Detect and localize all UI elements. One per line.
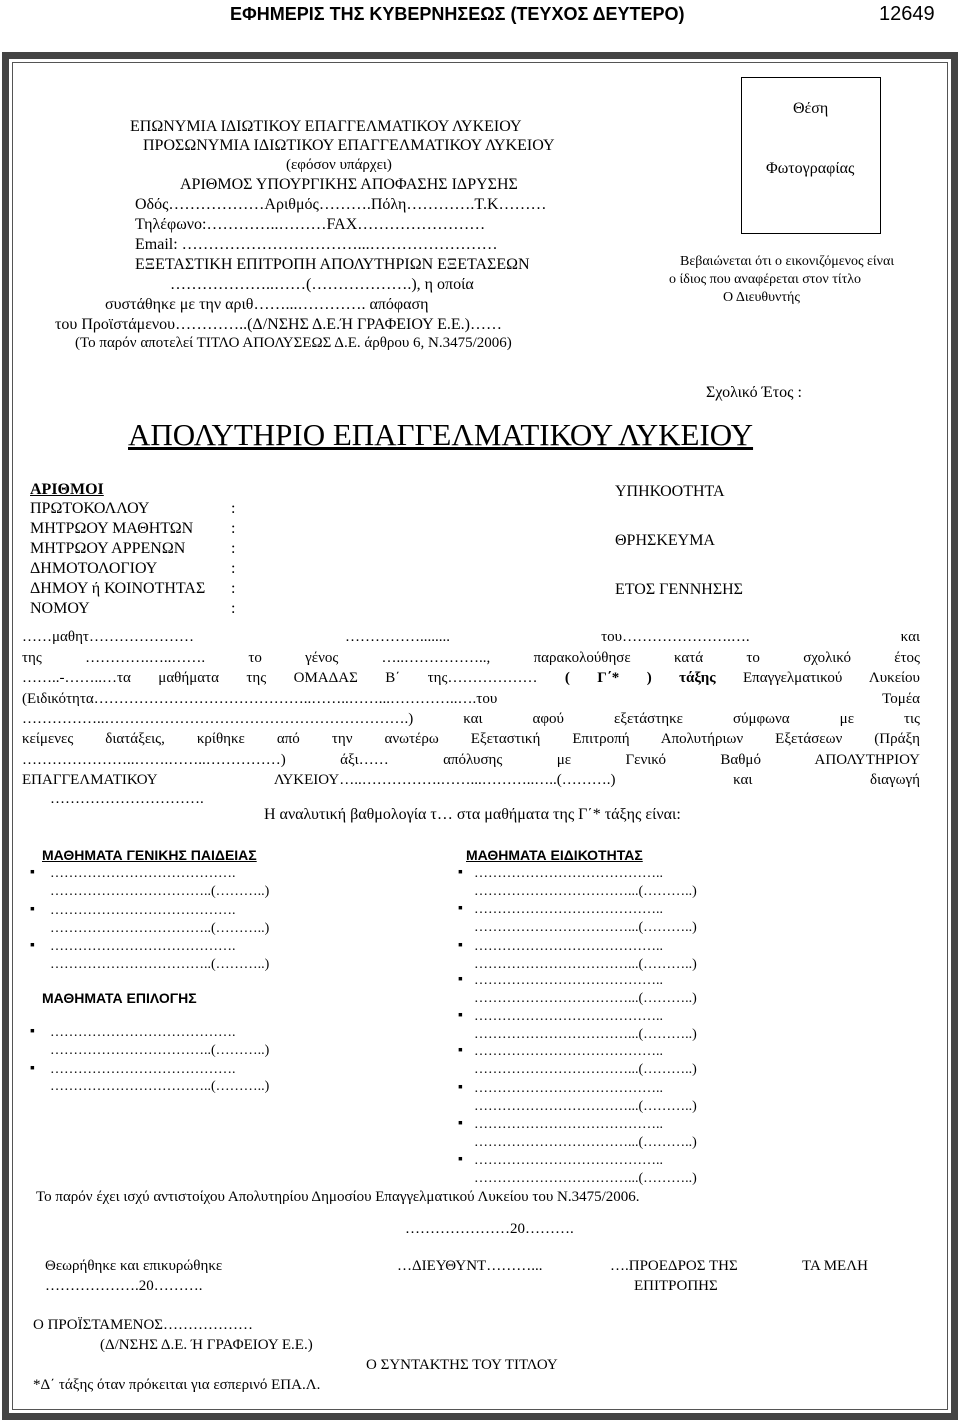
school-name-line: ΕΠΩΝΥΜΙΑ ΙΔΙΩΤΙΚΟΥ ΕΠΑΓΓΕΛΜΑΤΙΚΟΥ ΛΥΚΕΙΟΥ (130, 118, 522, 135)
certificate-title: ΑΠΟΛΥΤΗΡΙΟ ΕΠΑΓΓΕΛΜΑΤΙΚΟΥ ΛΥΚΕΙΟΥ (128, 417, 754, 452)
bullet-icon: ▪ (458, 938, 463, 953)
subject-line: ………………………………….. (474, 866, 663, 881)
subject-line: ………………………………….. (474, 1081, 663, 1096)
address-line: Οδός………………Αριθμός……….Πόλη………….Τ.Κ……… (135, 196, 547, 213)
number-label: ΔΗΜΟΥ ή ΚΟΙΝΟΤΗΤΑΣ (30, 580, 206, 597)
subject-line: ………………………………….. (474, 1044, 663, 1059)
author-signature: Ο ΣΥΝΤΑΚΤΗΣ ΤΟΥ ΤΙΤΛΟΥ (366, 1357, 558, 1373)
bullet-icon: ▪ (458, 1116, 463, 1131)
body-line: ……μαθητ………………… ……………........ του………………….…. και (22, 629, 920, 645)
subject-grade-line: ……………………………..(………..) (50, 1079, 270, 1094)
director-signature: …ΔΙΕΥΘΥΝΤ………... (397, 1258, 543, 1274)
school-year-label: Σχολικό Έτος : (706, 384, 802, 401)
photo-label-line1: Θέση (793, 100, 829, 117)
photo-note-line3: Ο Διευθυντής (723, 290, 800, 305)
chair-signature-line2: ΕΠΙΤΡΟΠΗΣ (634, 1278, 718, 1294)
bullet-icon: ▪ (30, 1024, 35, 1039)
subject-grade-line: ……………………………..(………..) (50, 921, 270, 936)
number-separator: : (231, 500, 236, 517)
subject-line: …………………………………. (50, 939, 236, 954)
bullet-icon: ▪ (458, 1043, 463, 1058)
bullet-icon: ▪ (458, 865, 463, 880)
photo-note-line1: Βεβαιώνεται ότι ο εικονιζόμενος είναι (680, 254, 895, 269)
subject-grade-line: ……………………………...(………..) (474, 1135, 697, 1150)
subject-grade-line: ……………………………..(………..) (50, 1043, 270, 1058)
committee-name-line: ………………..……(……………….), η οποία (170, 276, 474, 293)
body-line: της ………….…..……. το γένος …..…………….., παρακολούθησε κατά το σχολικό έτος (22, 650, 920, 666)
school-alias-note: (εφόσον υπάρχει) (286, 157, 392, 173)
subject-grade-line: ……………………………...(………..) (474, 884, 697, 899)
subject-grade-line: ……………………………...(………..) (474, 1099, 697, 1114)
gazette-title: ΕΦΗΜΕΡΙΣ ΤΗΣ ΚΥΒΕΡΝΗΣΕΩΣ (ΤΕΥΧΟΣ ΔΕΥΤΕΡΟ) (230, 4, 685, 24)
specialty-subjects-heading: ΜΑΘΗΜΑΤΑ ΕΙΔΙΚΟΤΗΤΑΣ (466, 847, 643, 863)
bullet-icon: ▪ (458, 1080, 463, 1095)
number-label: ΜΗΤΡΩΟΥ ΜΑΘΗΤΩΝ (30, 520, 194, 537)
body-line: …………………..…….……..……………) άξι…… απόλυσης με Γενικό Βαθμό ΑΠΟΛΥΤΗΡΙΟΥ (22, 752, 920, 768)
subject-grade-line: ……………………………...(………..) (474, 1027, 697, 1042)
photo-label-line2: Φωτογραφίας (766, 160, 855, 177)
subject-line: …………………………………. (50, 1062, 236, 1077)
number-separator: : (231, 520, 236, 537)
subject-grade-line: ……………………………..(………..) (50, 957, 270, 972)
subject-line: …………………………………. (50, 1025, 236, 1040)
subject-grade-line: ……………………………...(………..) (474, 991, 697, 1006)
bullet-icon: ▪ (458, 1008, 463, 1023)
general-subjects-heading: ΜΑΘΗΜΑΤΑ ΓΕΝΙΚΗΣ ΠΑΙΔΕΙΑΣ (42, 847, 257, 863)
bullet-icon: ▪ (458, 972, 463, 987)
bullet-icon: ▪ (30, 938, 35, 953)
numbers-heading: ΑΡΙΘΜΟΙ (30, 481, 104, 498)
body-line: ……………..…………………………………………………….) και αφού εξετάστηκε σύμφωνα με τις (22, 711, 920, 727)
legal-note-line: (Το παρόν αποτελεί ΤΙΤΛΟ ΑΠΟΛΥΣΕΩΣ Δ.Ε. άρθρου 6, Ν.3475/2006) (75, 335, 512, 351)
members-signature: ΤΑ ΜΕΛΗ (802, 1258, 868, 1274)
subject-line: ………………………………….. (474, 902, 663, 917)
email-line: Email: ……………………………...…………………… (135, 236, 498, 253)
head-signature-line2: (Δ/ΝΣΗΣ Δ.Ε. Ή ΓΡΑΦΕΙΟΥ Ε.Ε.) (100, 1337, 313, 1353)
subject-grade-line: ……………………………...(………..) (474, 920, 697, 935)
subject-line: ………………………………….. (474, 973, 663, 988)
founding-decision-line: ΑΡΙΘΜΟΣ ΥΠΟΥΡΓΙΚΗΣ ΑΠΟΦΑΣΗΣ ΙΔΡΥΣΗΣ (180, 176, 518, 193)
bullet-icon: ▪ (30, 902, 35, 917)
chair-signature-line1: ….ΠΡΟΕΔΡΟΣ ΤΗΣ (610, 1258, 738, 1274)
bullet-icon: ▪ (30, 1061, 35, 1076)
subject-line: ………………………………….. (474, 1153, 663, 1168)
exam-committee-line: ΕΞΕΤΑΣΤΙΚΗ ΕΠΙΤΡΟΠΗ ΑΠΟΛΥΤΗΡΙΩΝ ΕΞΕΤΑΣΕΩΝ (135, 256, 530, 273)
subject-line: ………………………………….. (474, 939, 663, 954)
subject-line: ………………………………….. (474, 1009, 663, 1024)
subject-line: …………………………………. (50, 903, 236, 918)
number-separator: : (231, 540, 236, 557)
subject-grade-line: ……………………………...(………..) (474, 1062, 697, 1077)
number-separator: : (231, 560, 236, 577)
director-authority-line: του Προϊστάμενου…………..(Δ/ΝΣΗΣ Δ.Ε.Ή ΓΡΑΦΕΙΟΥ Ε.Ε.)…… (55, 316, 502, 333)
body-line: κείμενες διατάξεις, κρίθηκε από την ανωτέρω Εξεταστική Επιτροπή Απολυτήριων Εξετάσεων (Πράξη (22, 731, 920, 747)
body-line: (Ειδικότητα……………………………………..……..……...…………..….του Τομέα (22, 691, 920, 707)
number-separator: : (231, 600, 236, 617)
issue-date-line: …………………20………. (405, 1221, 574, 1237)
number-label: ΜΗΤΡΩΟΥ ΑΡΡΕΝΩΝ (30, 540, 186, 557)
birth-year-label: ΕΤΟΣ ΓΕΝΝΗΣΗΣ (615, 581, 743, 598)
photo-note-line2: ο ίδιος που αναφέρεται στον τίτλο (669, 272, 862, 287)
subject-line: …………………………………. (50, 866, 236, 881)
ratified-date: ……………….20………. (45, 1278, 203, 1294)
committee-decision-line: συστάθηκε με την αριθ……...…………. απόφαση (105, 296, 429, 313)
page-number: 12649 (879, 3, 935, 25)
citizenship-label: ΥΠΗΚΟΟΤΗΤΑ (615, 483, 725, 500)
head-signature-line1: Ο ΠΡΟΪΣΤΑΜΕΝΟΣ……………… (33, 1317, 254, 1333)
body-line: ΕΠΑΓΓΕΛΜΑΤΙΚΟΥ ΛΥΚΕΙΟΥ…..…………….……...………..…..(……….) και διαγωγή (22, 772, 920, 788)
number-separator: : (231, 580, 236, 597)
religion-label: ΘΡΗΣΚΕΥΜΑ (615, 532, 715, 549)
bullet-icon: ▪ (30, 865, 35, 880)
bullet-icon: ▪ (458, 1152, 463, 1167)
body-line: ……..-……..…τα μαθήματα της ΟΜΑΔΑΣ Β΄ της……………… ( Γ΄* ) τάξης Επαγγελματικού Λυκείου (22, 670, 920, 686)
grades-intro: Η αναλυτική βαθμολογία τ… στα μαθήματα της Γ΄* τάξης είναι: (264, 806, 681, 823)
subject-line: ………………………………….. (474, 1117, 663, 1132)
number-label: ΝΟΜΟΥ (30, 600, 90, 617)
footnote: *Δ΄ τάξης όταν πρόκειται για εσπερινό ΕΠΑ.Λ. (33, 1377, 321, 1393)
number-label: ΠΡΩΤΟΚΟΛΛΟΥ (30, 500, 150, 517)
number-label: ΔΗΜΟΤΟΛΟΓΙΟΥ (30, 560, 158, 577)
validity-note: Το παρόν έχει ισχύ αντιστοίχου Απολυτηρίου Δημοσίου Επαγγελματικού Λυκείου του Ν.3475/2006. (36, 1189, 640, 1205)
bullet-icon: ▪ (458, 901, 463, 916)
subject-grade-line: ……………………………...(………..) (474, 1171, 697, 1186)
elective-subjects-heading: ΜΑΘΗΜΑΤΑ ΕΠΙΛΟΓΗΣ (42, 990, 197, 1006)
subject-grade-line: ……………………………..(………..) (50, 884, 270, 899)
subject-grade-line: ……………………………...(………..) (474, 957, 697, 972)
school-alias-line: ΠΡΟΣΩΝΥΜΙΑ ΙΔΙΩΤΙΚΟΥ ΕΠΑΓΓΕΛΜΑΤΙΚΟΥ ΛΥΚΕΙΟΥ (143, 137, 555, 154)
phone-fax-line: Τηλέφωνο:…………..………FAX…………………… (135, 216, 486, 233)
body-line: …………………………. (50, 791, 204, 807)
ratified-label: Θεωρήθηκε και επικυρώθηκε (45, 1258, 223, 1274)
